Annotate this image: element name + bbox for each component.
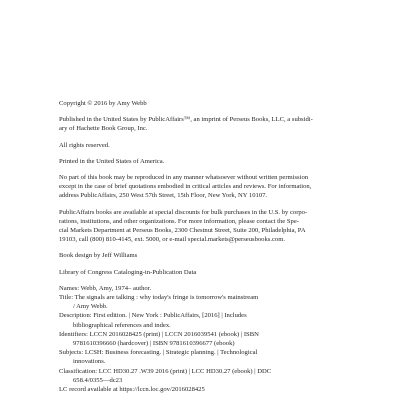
- cip-subjects: Subjects: LCSH: Business forecasting. | Strategic planning. | Technological: [59, 349, 258, 357]
- cip-names: Names: Webb, Amy, 1974– author.: [59, 284, 152, 292]
- cip-title: Title: The signals are talking : why today's fringe is tomorrow's mainstream: [59, 294, 259, 302]
- special-sales-line: cial Markets Department at Perseus Books, 2300 Chestnut Street, Suite 200, Philadelphia, PA: [59, 227, 306, 235]
- publisher-line: ary of Hachette Book Group, Inc.: [59, 125, 148, 133]
- special-sales-statement: [59, 208, 371, 245]
- cip-data: [59, 284, 371, 394]
- cip-classification: Classification: LCC HD30.27 .W39 2016 (print) | LCC HD30.27 (ebook) | DDC: [59, 367, 272, 375]
- cip-subjects-continued: innovations.: [73, 358, 106, 366]
- printed-statement: Printed in the United States of America.: [59, 157, 165, 165]
- rights-statement: All rights reserved.: [59, 141, 110, 149]
- cip-lc-record: LC record available at https://lccn.loc.gov/2016028425: [59, 386, 205, 394]
- cip-description: Description: First edition. | New York : PublicAffairs, [2016] | Includes: [59, 312, 247, 320]
- permission-statement: [59, 173, 371, 201]
- special-sales-line: PublicAffairs books are available at special discounts for bulk purchases in the U.S. by corpo-: [59, 208, 308, 216]
- book-design-credit: Book design by Jeff Williams: [59, 252, 138, 260]
- copyright-notice: Copyright © 2016 by Amy Webb: [59, 100, 147, 107]
- publisher-statement: [59, 115, 371, 133]
- permission-line: except in the case of brief quotations embodied in critical articles and reviews. For information,: [59, 183, 312, 191]
- cip-identifiers: Identifiers: LCCN 2016028425 (print) | LCCN 2016039541 (ebook) | ISBN: [59, 330, 259, 338]
- cip-classification-continued: 658.4/0355—dc23: [73, 376, 123, 384]
- permission-line: address PublicAffairs, 250 West 57th Street, 15th Floor, New York, NY 10107.: [59, 192, 268, 200]
- cip-identifiers-continued: 9781610396660 (hardcover) | ISBN 9781610396677 (ebook): [73, 340, 235, 348]
- cip-title-continued: / Amy Webb.: [73, 303, 108, 311]
- cip-description-continued: bibliographical references and index.: [73, 321, 171, 329]
- copyright-page: [59, 99, 371, 400]
- permission-line: No part of this book may be reproduced in any manner whatsoever without written permission: [59, 174, 309, 182]
- special-sales-line: rations, institutions, and other organizations. For more information, please contact the Spe-: [59, 217, 299, 225]
- publisher-line: Published in the United States by PublicAffairs™, an imprint of Perseus Books, LLC, a subsidi-: [59, 116, 313, 124]
- loc-heading: Library of Congress Cataloging-in-Publication Data: [59, 268, 197, 276]
- special-sales-line: 19103, call (800) 810-4145, ext. 5000, or e-mail special.markets@perseusbooks.com.: [59, 236, 285, 244]
